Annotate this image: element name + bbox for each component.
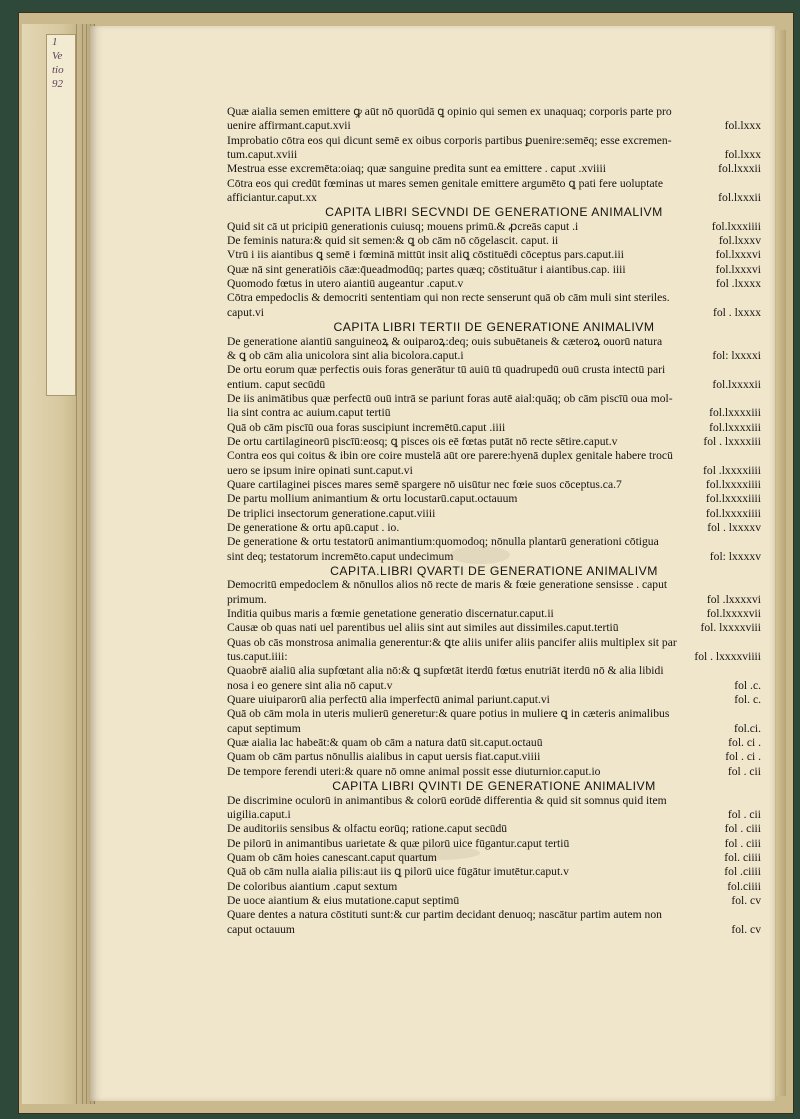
folio-reference: fol.lxxxiiii — [711, 219, 761, 233]
toc-line — [227, 578, 761, 592]
folio-reference: fol: lxxxxi — [712, 348, 761, 362]
toc-line-text: De pilorū in animantibus uarietate & quæ pilorū uice fūgantur.caput tertiū — [227, 836, 570, 850]
folio-reference: fol .ciiii — [724, 865, 761, 879]
toc-line-text: Quæ aialia semen emittere ꝙ aūt nō quorūdā ꝗ opinio qui semen ex unaquaq; corporis parte pro — [227, 105, 672, 118]
toc-line-text: Quas ob cās monstrosa animalia generentur:& ꝗte aliis unifer aliis pancifer aliis multiplex sit par — [227, 635, 677, 649]
toc-line-text: Quomodo fœtus in utero aiantiū augeantur .caput.v — [227, 277, 464, 291]
toc-line — [227, 550, 761, 564]
toc-line-text: primum. — [227, 592, 267, 606]
toc-line-text: tus.caput.iiii: — [227, 650, 288, 664]
toc-line-text: uenire affirmant.caput.xvii — [227, 119, 351, 133]
toc-line-text: Contra eos qui coitus & ibin ore coire mustelā aūt ore parere:hyenā duplex genitale habere trocū — [227, 449, 673, 463]
toc-line — [227, 234, 761, 248]
folio-reference: fol.lxxxii — [718, 191, 761, 205]
toc-line-text: Quare dentes a natura cōstituti sunt:& cur partim decidant denuoq; nascātur partim autem non — [227, 908, 662, 922]
toc-line — [227, 507, 761, 521]
folio-reference: fol.lxxx — [724, 119, 761, 133]
toc-line — [227, 435, 761, 449]
toc-line — [227, 478, 761, 492]
toc-line — [227, 406, 761, 420]
page-right-edge — [776, 30, 786, 1096]
toc-line — [227, 722, 761, 736]
folio-reference: fol. ciiii — [724, 850, 761, 864]
folio-reference: fol . lxxxxiii — [703, 434, 761, 448]
toc-line — [227, 664, 761, 678]
toc-line — [227, 392, 761, 406]
toc-line-text: caput octauum — [227, 922, 295, 936]
folio-reference: fol.lxxxxiii — [709, 420, 761, 434]
margin-note-line: 1 — [52, 36, 58, 48]
margin-note-line: Ve — [52, 50, 63, 62]
toc-line-text: Cōtra eos qui credūt fœminas ut mares semen genitale emittere argumēto ꝗ pati fere uoluptate — [227, 176, 663, 190]
toc-line — [227, 449, 761, 463]
toc-line-text: nosa i eo genere sint alia nō caput.v — [227, 678, 393, 692]
toc-line-text: CAPITA LIBRI SECVNDI DE GENERATIONE ANIMALIVM — [325, 205, 663, 220]
folio-reference: fol. cv — [731, 893, 761, 907]
toc-line — [227, 808, 761, 822]
toc-line-text: Quā ob cām mola in uteris mulierū generetur:& quare potius in muliere ꝗ in cæteris animalibus — [227, 707, 670, 721]
toc-line — [227, 894, 761, 908]
toc-line-text: De tempore ferendi uteri:& quare nō omne animal possit esse diuturnior.caput.io — [227, 764, 601, 778]
toc-line-text: De iis animātibus quæ perfectū ouū intrā se pariunt foras autē aial:quāq; ob cām piscīū oua mol- — [227, 391, 673, 405]
toc-line-text: Causæ ob quas nati uel parentibus uel aliis sint aut similes aut dissimiles.caput.tertiū — [227, 621, 619, 635]
chapter-heading — [227, 320, 761, 334]
toc-line — [227, 492, 761, 506]
toc-line-text: De discrimine oculorū in animantibus & colorū eorūdē differentia & quid sit somnus quid item — [227, 793, 667, 807]
folio-reference: fol.lxxxxiiii — [705, 477, 761, 491]
toc-line — [227, 621, 761, 635]
toc-line — [227, 535, 761, 549]
toc-line — [227, 593, 761, 607]
toc-line-text: Quæ aialia lac habeāt:& quam ob cām a natura datū sit.caput.octauū — [227, 736, 543, 750]
toc-line-text: Quam ob cām partus nōnullis aialibus in caput uersis fiat.caput.viiii — [227, 750, 541, 764]
toc-line-text: caput septimum — [227, 721, 301, 735]
toc-line-text: lia sint contra ac auium.caput tertiū — [227, 406, 391, 420]
toc-line-text: De uoce aiantium & eius mutatione.caput septimū — [227, 893, 460, 907]
toc-line-text: Quā ob cām piscīū oua foras suscipiunt incremētū.caput .iiii — [227, 420, 506, 434]
toc-line — [227, 822, 761, 836]
toc-line — [227, 636, 761, 650]
chapter-heading — [227, 779, 761, 793]
folio-reference: fol .c. — [734, 678, 761, 692]
folio-reference: fol . ci . — [725, 750, 761, 764]
toc-line — [227, 693, 761, 707]
folio-reference: fol . cii — [727, 807, 761, 821]
folio-reference: fol.ciiii — [727, 879, 761, 893]
toc-line — [227, 134, 761, 148]
toc-line — [227, 765, 761, 779]
chapter-heading — [227, 564, 761, 578]
toc-line-text: Quaobrē aialiū alia supfœtant alia nō:& ꝗ supfœtāt iterdū fœtus enutriāt iterdū nō & alia libidi — [227, 664, 664, 678]
toc-line-text: Quare uiuiparorū alia perfectū alia imperfectū animal pariunt.caput.vi — [227, 693, 550, 707]
toc-line — [227, 923, 761, 937]
toc-line — [227, 851, 761, 865]
folio-reference: fol.lxxxvi — [715, 262, 761, 276]
folio-reference: fol.lxxxii — [718, 162, 761, 176]
toc-line — [227, 248, 761, 262]
toc-line — [227, 908, 761, 922]
toc-line-text: Vtrū i iis aiantibus ꝗ semē i fœminā mittūt insit aliꝗ cōstituēdi cōceptus pars.caput.iii — [227, 248, 624, 262]
toc-line — [227, 707, 761, 721]
toc-line-text: Quid sit cā ut pricipiū generationis cuiusq; mouens primū.& ꝓcreās caput .i — [227, 219, 579, 233]
toc-line — [227, 794, 761, 808]
folio-reference: fol. c. — [734, 693, 761, 707]
toc-line — [227, 291, 761, 305]
folio-reference: fol.lxxx — [724, 148, 761, 162]
toc-line — [227, 148, 761, 162]
folio-reference: fol.lxxxv — [718, 234, 761, 248]
toc-line-text: Quā ob cām nulla aialia pilis:aut iis ꝗ pilorū uice fūgātur imutētur.caput.v — [227, 865, 569, 879]
folio-reference: fol .lxxxx — [715, 277, 761, 291]
folio-reference: fol . lxxxx — [713, 305, 761, 319]
toc-line-text: CAPITA LIBRI QVINTI DE GENERATIONE ANIMALIVM — [332, 779, 656, 794]
folio-reference: fol.lxxxvi — [715, 248, 761, 262]
toc-line-text: Inditia quibus maris a fœmie genetatione generatio discernatur.caput.ii — [227, 607, 554, 621]
folio-reference: fol . ciii — [724, 822, 761, 836]
toc-line-text: CAPITA LIBRI TERTII DE GENERATIONE ANIMALIVM — [333, 320, 655, 335]
toc-line — [227, 349, 761, 363]
toc-line-text: De coloribus aiantium .caput sextum — [227, 879, 398, 893]
toc-line — [227, 119, 761, 133]
toc-line-text: Quam ob cām hoies canescant.caput quartum — [227, 850, 437, 864]
toc-line-text: tum.caput.xviii — [227, 148, 298, 162]
toc-line — [227, 335, 761, 349]
toc-line — [227, 378, 761, 392]
toc-line-text: Quare cartilaginei pisces mares semē spargere nō uisūtur nec fœie suos cōceptus.ca.7 — [227, 477, 622, 491]
toc-line — [227, 177, 761, 191]
toc-line-text: entium. caput secūdū — [227, 377, 326, 391]
folio-reference: fol.lxxxxiiii — [705, 506, 761, 520]
folio-reference: fol.lxxxxvii — [706, 607, 761, 621]
folio-reference: fol .lxxxxiiii — [703, 463, 761, 477]
toc-line-text: De ortu cartilagineorū piscīū:eosq; ꝗ pisces ois eē fœtas putāt nō recte sētire.caput.v — [227, 434, 618, 448]
toc-line — [227, 521, 761, 535]
toc-line-text: Quæ nā sint generatiōis cāæ:q̄ueadmodūq; partes quæq; cōstituātur i aiantibus.cap. iiii — [227, 262, 626, 276]
folio-reference: fol.ci. — [733, 721, 761, 735]
folio-reference: fol. ci . — [728, 736, 761, 750]
table-of-contents — [227, 105, 761, 937]
manuscript-margin-note — [46, 34, 76, 396]
toc-line-text: sint deq; testatorum incremēto.caput undecimum — [227, 549, 454, 563]
folio-reference: fol . lxxxxv — [707, 520, 761, 534]
toc-line-text: Cōtra empedoclis & democriti sententiam qui non recte senserunt quā ob cām muli sint steriles. — [227, 291, 670, 305]
margin-note-line: 92 — [52, 78, 63, 90]
toc-line-text: uero se ipsum inire opinati sunt.caput.vi — [227, 463, 413, 477]
toc-line — [227, 750, 761, 764]
toc-line — [227, 306, 761, 320]
toc-line-text: uigilia.caput.i — [227, 807, 291, 821]
toc-line — [227, 679, 761, 693]
toc-line — [227, 650, 761, 664]
toc-line-text: De auditoriis sensibus & olfactu eorūq; ratione.caput secūdū — [227, 822, 508, 836]
toc-line — [227, 162, 761, 176]
folio-reference: fol: lxxxxv — [709, 549, 761, 563]
toc-line-text: De feminis natura:& quid sit semen:& ꝗ ob cām nō cōgelascit. caput. ii — [227, 234, 559, 248]
toc-line — [227, 607, 761, 621]
toc-line-text: De generatione & ortu testatorū animantium:quomodoq; nōnulla plantarū generationi cōtigua — [227, 535, 659, 549]
folio-reference: fol. cv — [731, 922, 761, 936]
toc-line-text: Democritū empedoclem & nōnullos alios nō recte de maris & fœie generatione sensisse . caput — [227, 578, 668, 592]
folio-reference: fol. lxxxxviii — [700, 621, 761, 635]
toc-line — [227, 837, 761, 851]
toc-line-text: afficiantur.caput.xx — [227, 191, 317, 205]
toc-line — [227, 277, 761, 291]
toc-line-text: caput.vi — [227, 305, 265, 319]
toc-line — [227, 220, 761, 234]
folio-reference: fol . lxxxxviiii — [694, 650, 761, 664]
margin-note-line: tio — [52, 64, 64, 76]
folio-reference: fol.lxxxxii — [712, 377, 761, 391]
toc-line — [227, 880, 761, 894]
toc-line-text: De generatione & ortu apū.caput . io. — [227, 520, 400, 534]
toc-line — [227, 363, 761, 377]
toc-line-text: Mestrua esse excremēta:oiaq; quæ sanguine predita sunt ea emittere . caput .xviiii — [227, 162, 606, 176]
folio-reference: fol . ciii — [724, 836, 761, 850]
toc-line — [227, 263, 761, 277]
toc-line — [227, 865, 761, 879]
toc-line-text: CAPITA.LIBRI QVARTI DE GENERATIONE ANIMALIVM — [330, 564, 658, 578]
toc-line — [227, 105, 761, 119]
toc-line-text: De triplici insectorum generatione.caput.viiii — [227, 506, 436, 520]
toc-line-text: Improbatio cōtra eos qui dicunt semē ex oibus corporis partibus ꝑuenire:semēq; esse excremen- — [227, 133, 672, 147]
toc-line-text: De generatione aiantiū sanguineoꝝ & ouiparoꝝ:deq; ouis subuētaneis & cæteroꝝ ouorū natura — [227, 334, 663, 348]
toc-line-text: De ortu eorum quæ perfectis ouis foras generātur tū auiū tū quadrupedū ouū crusta intectū pari — [227, 363, 666, 377]
toc-line — [227, 464, 761, 478]
folio-reference: fol .lxxxxvi — [706, 592, 761, 606]
toc-line — [227, 191, 761, 205]
toc-line-text: & ꝗ ob cām alia unicolora sint alia bicolora.caput.i — [227, 348, 464, 362]
folio-reference: fol . cii — [727, 764, 761, 778]
toc-line — [227, 736, 761, 750]
folio-reference: fol.lxxxxiiii — [705, 492, 761, 506]
chapter-heading — [227, 205, 761, 219]
folio-reference: fol.lxxxxiii — [709, 406, 761, 420]
toc-line — [227, 421, 761, 435]
toc-line-text: De partu mollium animantium & ortu locustarū.caput.octauum — [227, 492, 518, 506]
